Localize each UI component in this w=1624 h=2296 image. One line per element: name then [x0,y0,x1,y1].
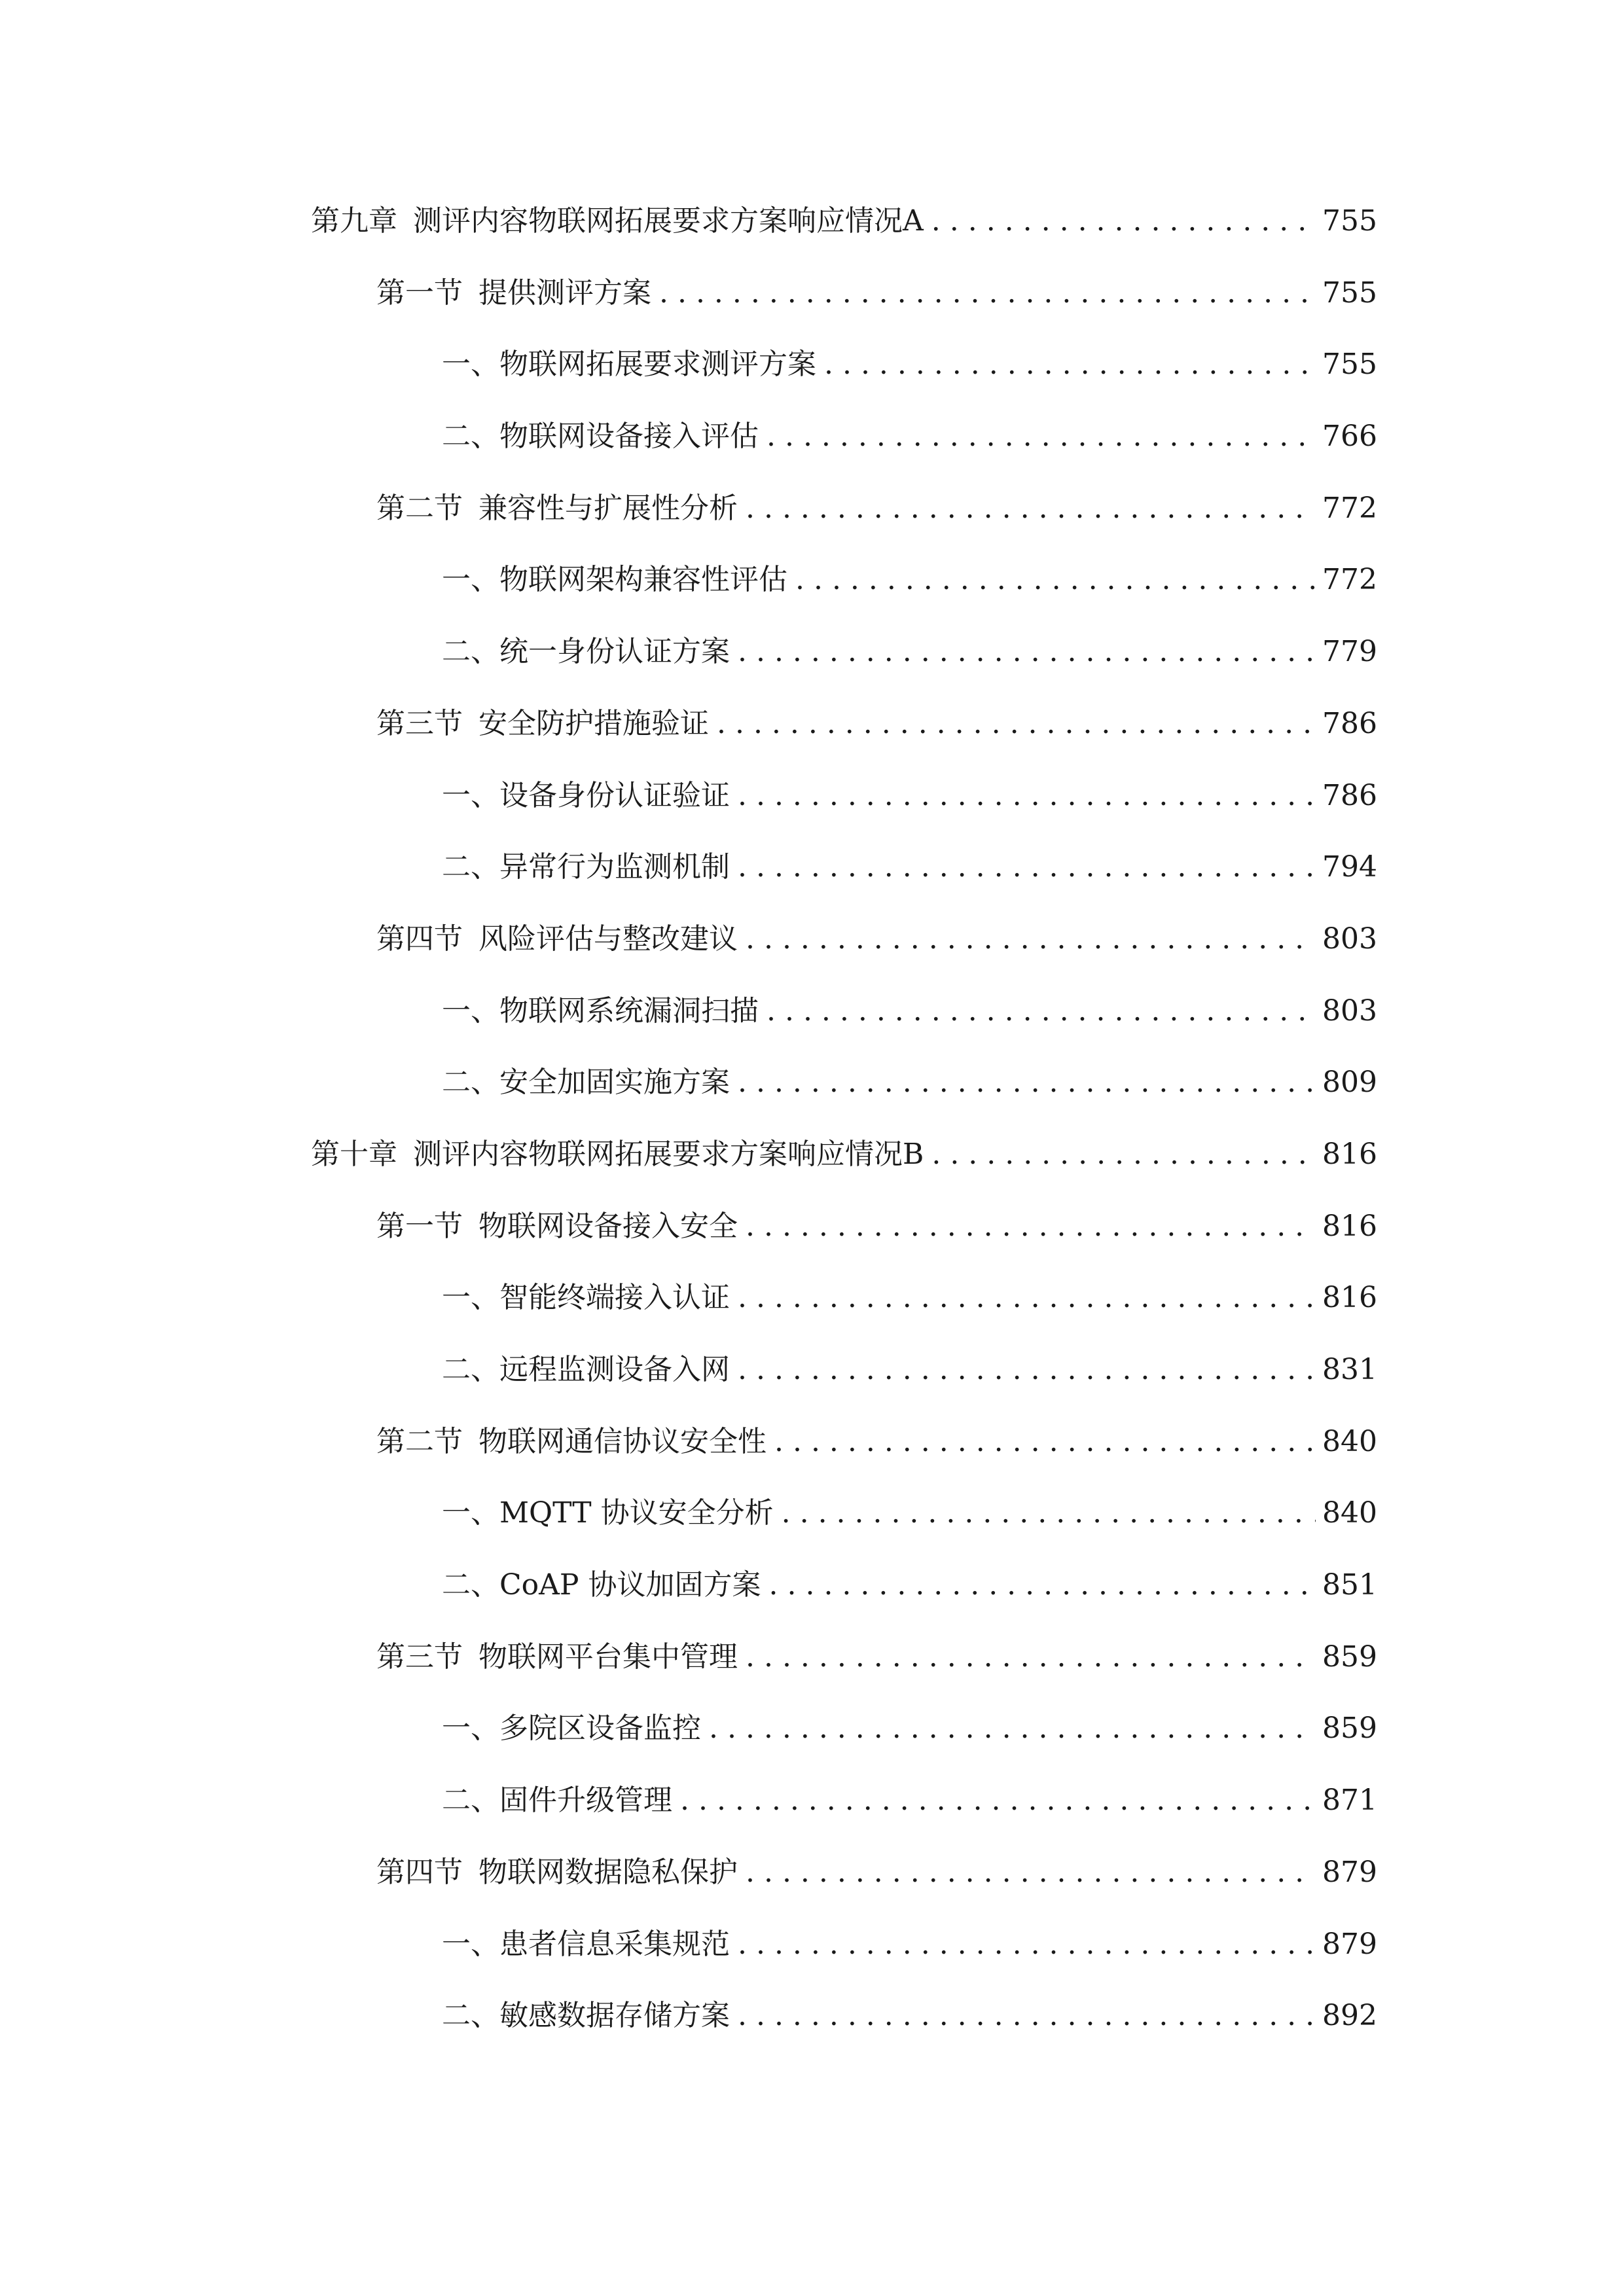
toc-prefix: 一、 [442,1927,499,1961]
toc-page-number: 803 [1322,922,1377,956]
toc-prefix: 第一节 [376,1209,463,1243]
toc-prefix: 一、 [442,778,499,812]
toc-page-number: 779 [1322,635,1377,669]
toc-entry-section[interactable] [311,1204,1375,1276]
toc-prefix: 第三节 [376,706,463,740]
toc-entry-subsection[interactable] [311,1275,1375,1347]
toc-prefix: 一、 [442,563,499,597]
dot-leader [738,1347,1316,1393]
toc-title: 物联网架构兼容性评估 [499,563,787,597]
toc-title: 风险评估与整改建议 [478,922,738,956]
toc-title: 敏感数据存储方案 [499,1999,730,2033]
dot-leader [767,988,1316,1034]
toc-entry-chapter[interactable] [311,1132,1375,1204]
dot-leader [746,1850,1316,1895]
toc-title: 智能终端接入认证 [499,1281,730,1315]
toc-prefix: 二、 [442,635,499,669]
toc-entry-subsection[interactable] [311,1778,1375,1850]
toc-page-number: 859 [1322,1640,1377,1674]
toc-title: 提供测评方案 [478,276,651,310]
toc-page-number: 772 [1322,491,1377,525]
dot-leader [746,1204,1316,1249]
toc-page-number: 809 [1322,1066,1377,1100]
toc-page-number: 892 [1322,1999,1377,2033]
toc-entry-subsection[interactable] [311,1347,1375,1419]
toc-entry-section[interactable] [311,916,1375,988]
toc-entry-subsection[interactable] [311,773,1375,845]
toc-entry-chapter[interactable] [311,198,1375,270]
toc-entry-subsection[interactable] [311,1490,1375,1562]
toc-entry-subsection[interactable] [311,1706,1375,1778]
toc-page-number: 851 [1322,1568,1377,1602]
dot-leader [717,701,1316,747]
toc-title: 统一身份认证方案 [499,635,730,669]
toc-prefix: 一、 [442,994,499,1028]
toc-entry-subsection[interactable] [311,414,1375,486]
toc-title: 物联网通信协议安全性 [478,1424,767,1458]
toc-page-number: 755 [1322,348,1377,382]
toc-page-number: 755 [1322,276,1377,310]
toc-entry-subsection[interactable] [311,629,1375,701]
dot-leader [738,773,1316,819]
dot-leader [738,1922,1316,1967]
dot-leader [738,1275,1316,1321]
toc-prefix: 一、 [442,1712,499,1746]
toc-prefix: 二、 [442,1568,499,1602]
table-of-contents [311,198,1375,2065]
toc-entry-subsection[interactable] [311,342,1375,414]
toc-prefix: 二、 [442,1066,499,1100]
toc-title: CoAP 协议加固方案 [499,1568,761,1602]
dot-leader [774,1419,1316,1465]
toc-page-number: 816 [1322,1137,1377,1171]
toc-prefix: 二、 [442,420,499,454]
toc-entry-section[interactable] [311,1419,1375,1491]
toc-page-number: 840 [1322,1496,1377,1530]
dot-leader [767,414,1316,459]
dot-leader [709,1706,1316,1751]
toc-page-number: 831 [1322,1353,1377,1386]
toc-page-number: 879 [1322,1927,1377,1961]
toc-title: MQTT 协议安全分析 [499,1496,774,1530]
toc-title: 异常行为监测机制 [499,850,730,884]
toc-prefix: 二、 [442,1784,499,1818]
toc-prefix: 第二节 [376,491,463,525]
toc-title: 物联网数据隐私保护 [478,1855,738,1889]
toc-entry-section[interactable] [311,1850,1375,1922]
toc-entry-section[interactable] [311,270,1375,342]
toc-entry-subsection[interactable] [311,988,1375,1060]
toc-page-number: 803 [1322,994,1377,1028]
toc-title: 物联网系统漏洞扫描 [499,994,759,1028]
toc-prefix: 第四节 [376,922,463,956]
toc-page-number: 786 [1322,706,1377,740]
dot-leader [824,342,1316,387]
dot-leader [931,1132,1316,1177]
toc-title: 多院区设备监控 [499,1712,701,1746]
toc-page-number: 816 [1322,1281,1377,1315]
dot-leader [746,916,1316,962]
toc-entry-section[interactable] [311,701,1375,773]
toc-prefix: 第四节 [376,1855,463,1889]
toc-prefix: 二、 [442,1999,499,2033]
toc-title: 设备身份认证验证 [499,778,730,812]
dot-leader [746,1634,1316,1680]
dot-leader [738,1993,1316,2039]
toc-entry-subsection[interactable] [311,1060,1375,1132]
toc-page-number: 772 [1322,563,1377,597]
dot-leader [795,557,1316,603]
toc-title: 固件升级管理 [499,1784,672,1818]
dot-leader [746,486,1316,531]
toc-prefix: 第二节 [376,1424,463,1458]
toc-entry-section[interactable] [311,1634,1375,1706]
toc-prefix: 第九章 [311,204,397,238]
toc-title: 物联网设备接入评估 [499,420,759,454]
toc-entry-subsection[interactable] [311,1562,1375,1634]
toc-title: 物联网平台集中管理 [478,1640,738,1674]
toc-prefix: 第一节 [376,276,463,310]
toc-page-number: 786 [1322,778,1377,812]
dot-leader [738,1060,1316,1105]
toc-entry-section[interactable] [311,486,1375,558]
toc-entry-subsection[interactable] [311,1922,1375,1994]
toc-prefix: 一、 [442,1281,499,1315]
toc-title: 测评内容物联网拓展要求方案响应情况B [413,1137,924,1171]
toc-prefix: 第三节 [376,1640,463,1674]
toc-title: 物联网设备接入安全 [478,1209,738,1243]
toc-prefix: 二、 [442,1353,499,1386]
dot-leader [680,1778,1316,1823]
toc-prefix: 二、 [442,850,499,884]
dot-leader [769,1562,1316,1608]
toc-title: 测评内容物联网拓展要求方案响应情况A [413,204,924,238]
toc-page-number: 859 [1322,1712,1377,1746]
toc-page-number: 840 [1322,1424,1377,1458]
toc-prefix: 第十章 [311,1137,397,1171]
toc-page-number: 766 [1322,420,1377,454]
toc-title: 安全加固实施方案 [499,1066,730,1100]
toc-page-number: 879 [1322,1855,1377,1889]
toc-title: 远程监测设备入网 [499,1353,730,1386]
toc-entry-subsection[interactable] [311,557,1375,629]
toc-page-number: 755 [1322,204,1377,238]
toc-entry-subsection[interactable] [311,1993,1375,2065]
toc-title: 物联网拓展要求测评方案 [499,348,816,382]
toc-page-number: 871 [1322,1784,1377,1818]
dot-leader [931,198,1316,244]
dot-leader [782,1490,1316,1536]
toc-prefix: 一、 [442,1496,499,1530]
toc-entry-subsection[interactable] [311,844,1375,916]
toc-title: 安全防护措施验证 [478,706,709,740]
toc-page-number: 794 [1322,850,1377,884]
toc-prefix: 一、 [442,348,499,382]
toc-title: 患者信息采集规范 [499,1927,730,1961]
dot-leader [659,270,1316,316]
dot-leader [738,629,1316,675]
toc-page-number: 816 [1322,1209,1377,1243]
toc-title: 兼容性与扩展性分析 [478,491,738,525]
dot-leader [738,844,1316,890]
